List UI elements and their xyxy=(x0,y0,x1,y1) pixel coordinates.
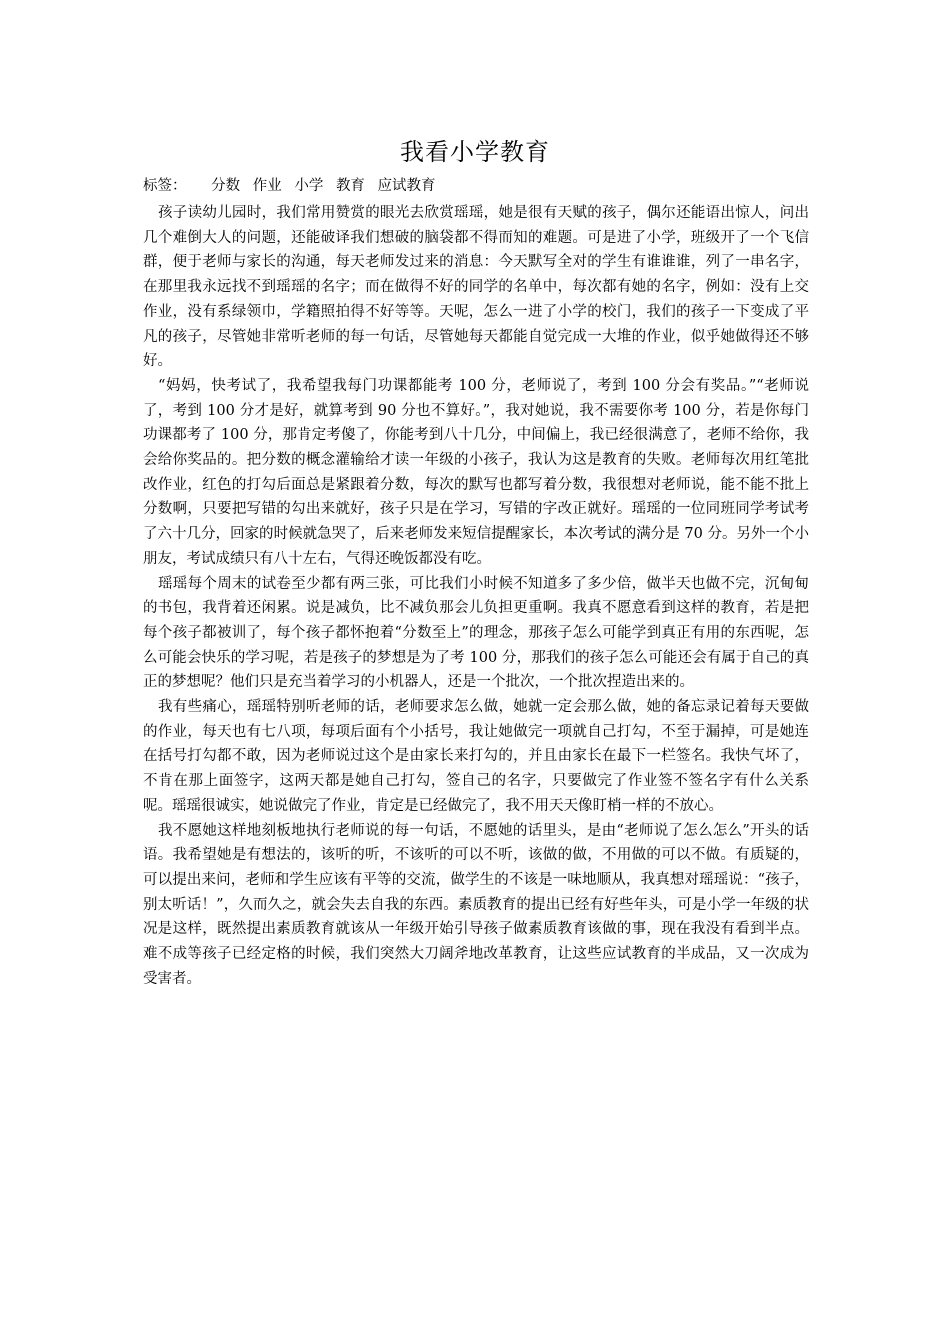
tag-item: 教育 xyxy=(335,178,365,194)
tag-item: 小学 xyxy=(294,178,324,194)
tag-item: 分数 xyxy=(211,178,241,194)
tag-item: 作业 xyxy=(252,178,282,194)
body-paragraph: 我不愿她这样地刻板地执行老师说的每一句话，不愿她的话里头，是由“老师说了怎么怎么”开头的话语。我希望她是有想法的，该听的听，不该听的可以不听，该做的做，不用做的可以不做。有质疑的，可以提出来问，老师和学生应该有平等的交流，做学生的不该是一味地顺从，我真想对瑶瑶说：“孩子，别太听话！”，久而久之，就会失去自我的东西。素质教育的提出已经有好些年头，可是小学一年级的状况是这样，既然提出素质教育就该从一年级开始引导孩子做素质教育该做的事，现在我没有看到半点。难不成等孩子已经定格的时候，我们突然大刀阔斧地改革教育，让这些应试教育的半成品，又一次成为受害者。 xyxy=(143,822,809,987)
document-title: 我看小学教育 xyxy=(400,138,550,166)
tags-label: 标签： xyxy=(143,178,187,194)
body-paragraph: 我有些痛心，瑶瑶特别听老师的话，老师要求怎么做，她就一定会那么做，她的备忘录记着每天要做的作业，每天也有七八项，每项后面有个小括号，我让她做完一项就自己打勾，不至于漏掉，可是她连在括号打勾都不敢，因为老师说过这个是由家长来打勾的，并且由家长在最下一栏签名。我快气坏了，不肯在那上面签字，这两天都是她自己打勾，签自己的名字，只要做完了作业签不签名字有什么关系呢。瑶瑶很诚实，她说做完了作业，肯定是已经做完了，我不用天天像盯梢一样的不放心。 xyxy=(143,699,809,814)
document-body xyxy=(143,201,809,992)
body-paragraph: “妈妈，快考试了，我希望我每门功课都能考 100 分，老师说了，考到 100 分会有奖品。”“老师说了，考到 100 分才是好，就算考到 90 分也不算好。”，我对她说，我不需要你考 100 分，若是你每门功课都考了 100 分，那肯定考傻了，你能考到八十几分，中间偏上，我已经很满意了，老师不给你，我会给你奖品的。把分数的概念灌输给才读一年级的小孩子，我认为这是教育的失败。老师每次用红笔批改作业，红色的打勾后面总是紧跟着分数，每次的默写也都写着分数，我很想对老师说，能不能不批上分数啊，只要把写错的勾出来就好，孩子只是在学习，写错的字改正就好。瑶瑶的一位同班同学考试考了六十几分，回家的时候就急哭了，后来老师发来短信提醒家长，本次考试的满分是 70 分。另外一个小朋友，考试成绩只有八十左右，气得还晚饭都没有吃。 xyxy=(143,377,809,567)
tags-line xyxy=(143,175,823,197)
body-paragraph: 瑶瑶每个周末的试卷至少都有两三张，可比我们小时候不知道多了多少倍，做半天也做不完，沉甸甸的书包，我背着还闲累。说是减负，比不减负那会儿负担更重啊。我真不愿意看到这样的教育，若是把每个孩子都被训了，每个孩子都怀抱着“分数至上”的理念，那孩子怎么可能学到真正有用的东西呢，怎么可能会快乐的学习呢，若是孩子的梦想是为了考 100 分，那我们的孩子怎么可能还会有属于自己的真正的梦想呢？他们只是充当着学习的小机器人，还是一个批次，一个批次捏造出来的。 xyxy=(143,575,809,691)
body-paragraph: 孩子读幼儿园时，我们常用赞赏的眼光去欣赏瑶瑶，她是很有天赋的孩子，偶尔还能语出惊人，问出几个难倒大人的问题，还能破译我们想破的脑袋都不得而知的难题。可是进了小学，班级开了一个飞信群，便于老师与家长的沟通，每天老师发过来的消息：今天默写全对的学生有谁谁谁，列了一串名字，在那里我永远找不到瑶瑶的名字；而在做得不好的同学的名单中，每次都有她的名字，例如：没有上交作业，没有系绿领巾，学籍照拍得不好等等。天呢，怎么一进了小学的校门，我们的孩子一下变成了平凡的孩子，尽管她非常听老师的每一句话，尽管她每天都能自觉完成一大堆的作业，似乎她做得还不够好。 xyxy=(143,205,809,370)
tag-item: 应试教育 xyxy=(377,178,436,194)
